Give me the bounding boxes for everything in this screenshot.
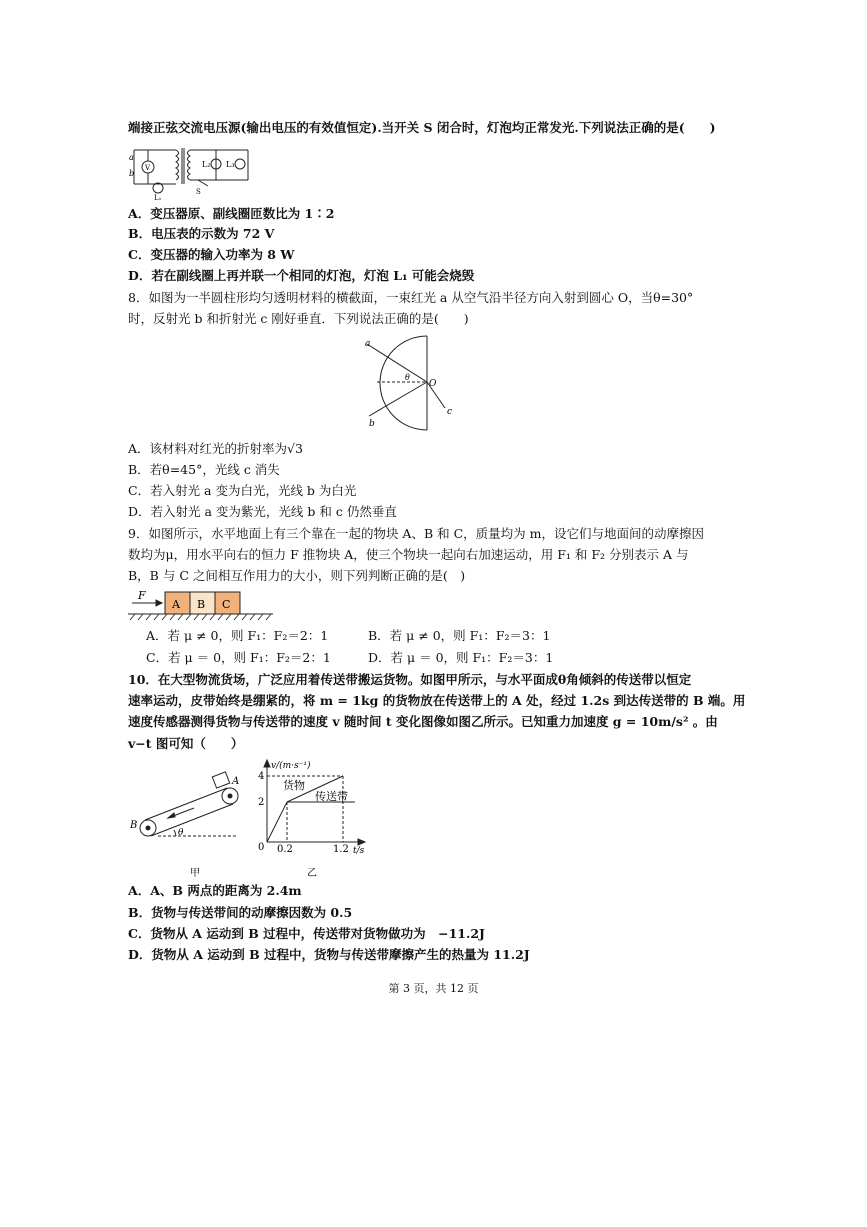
page-footer: 第 3 页，共 12 页 [388,982,479,995]
point-A-label: A [232,776,240,787]
axis-y-label: v/(m·s⁻¹) [271,761,311,771]
transformer-circuit-figure [128,142,253,202]
q9-option-c: C．若 μ ＝ 0，则 F₁：F₂＝2：1 [146,650,331,665]
label-V: V [145,164,151,172]
velocity-time-graph-yi [255,758,375,880]
q8-option-b: B．若θ=45°，光线 c 消失 [128,462,280,477]
axis-x-label: t/s [353,846,365,856]
block-B-label: B [197,598,206,611]
tick-x-0.2: 0.2 [277,844,293,855]
q8-stem-1: 8．如图为一半圆柱形均匀透明材料的横截面，一束红光 a 从空气沿半径方向入射到圆心 O，当θ=30° [128,290,694,305]
series-cargo-label: 货物 [283,779,305,792]
q7-option-c: C．变压器的输入功率为 8 W [128,247,295,262]
q10-stem-2: 速率运动，皮带始终是绷紧的，将 m = 1kg 的货物放在传送带上的 A 处，经过 1.2s 到达传送带的 B 端。用 [128,693,746,708]
label-L2: L₂ [202,160,211,169]
q8-option-c: C．若入射光 a 变为白光，光线 b 为白光 [128,483,357,498]
figure-yi-caption: 乙 [307,868,317,879]
conveyor-belt-figure-jia [128,768,246,880]
label-b: b [129,169,135,178]
q10-stem-3: 速度传感器测得货物与传送带的速度 v 随时间 t 变化图像如图乙所示。已知重力加速度 g = 10m/s² 。由 [128,714,718,729]
label-a: a [129,153,134,162]
force-F-label: F [138,589,146,602]
series-belt-label: 传送带 [315,790,348,803]
ray-b-label: b [369,419,375,429]
q10-option-d: D．货物从 A 运动到 B 过程中，货物与传送带摩擦产生的热量为 11.2J [128,947,530,962]
tick-y-2: 2 [258,797,265,808]
q7-option-b: B．电压表的示数为 72 V [128,226,275,241]
q8-option-d: D．若入射光 a 变为紫光，光线 b 和 c 仍然垂直 [128,504,397,519]
q7-option-a: A．变压器原、副线圈匝数比为 1∶2 [128,206,335,221]
q10-option-c: C．货物从 A 运动到 B 过程中，传送带对货物做功为 −11.2J [128,926,485,941]
figure-jia-caption: 甲 [190,868,200,879]
q9-option-b: B．若 μ ≠ 0，则 F₁：F₂＝3：1 [368,628,551,643]
tick-origin-0: 0 [258,842,265,853]
label-L3: L₃ [226,160,235,169]
theta-label: θ [405,373,410,382]
tick-y-4: 4 [258,771,265,782]
semicylinder-light-figure [355,334,465,434]
q9-stem-2: 数均为μ，用水平向右的恒力 F 推物块 A，使三个物块一起向右加速运动，用 F₁ 和 F₂ 分别表示 A 与 [128,547,689,562]
q8-option-a: A．该材料对红光的折射率为√3 [128,441,303,456]
q10-stem-4: v−t 图可知（ ） [128,736,244,751]
three-blocks-figure [128,588,278,622]
center-O-label: O [429,379,437,389]
label-L1: L₁ [154,194,162,202]
tick-x-1.2: 1.2 [333,844,349,855]
q7-option-d: D．若在副线圈上再并联一个相同的灯泡，灯泡 L₁ 可能会烧毁 [128,268,475,283]
label-S: S [196,188,201,196]
q10-option-a: A．A、B 两点的距离为 2.4m [128,883,302,898]
q7-stem: 端接正弦交流电压源(输出电压的有效值恒定).当开关 S 闭合时，灯泡均正常发光.下列说法正确的是( ) [128,120,716,135]
q10-stem-1: 10．在大型物流货场，广泛应用着传送带搬运货物。如图甲所示，与水平面成θ角倾斜的传送带以恒定 [128,672,692,687]
q9-option-a: A．若 μ ≠ 0，则 F₁：F₂＝2：1 [146,628,329,643]
q10-option-b: B．货物与传送带间的动摩擦因数为 0.5 [128,905,353,920]
block-A-label: A [172,598,180,611]
q9-option-d: D．若 μ ＝ 0，则 F₁：F₂＝3：1 [368,650,554,665]
block-C-label: C [222,598,231,611]
q9-stem-3: B，B 与 C 之间相互作用力的大小，则下列判断正确的是( ) [128,568,466,583]
q8-stem-2: 时，反射光 b 和折射光 c 刚好垂直．下列说法正确的是( ) [128,311,469,326]
q9-stem-1: 9．如图所示，水平地面上有三个靠在一起的物块 A、B 和 C，质量均为 m，设它们与地面间的动摩擦因 [128,526,704,541]
angle-theta-label: θ [178,828,184,838]
ray-c-label: c [447,407,453,417]
ray-a-label: a [365,339,371,349]
point-B-label: B [130,820,138,831]
